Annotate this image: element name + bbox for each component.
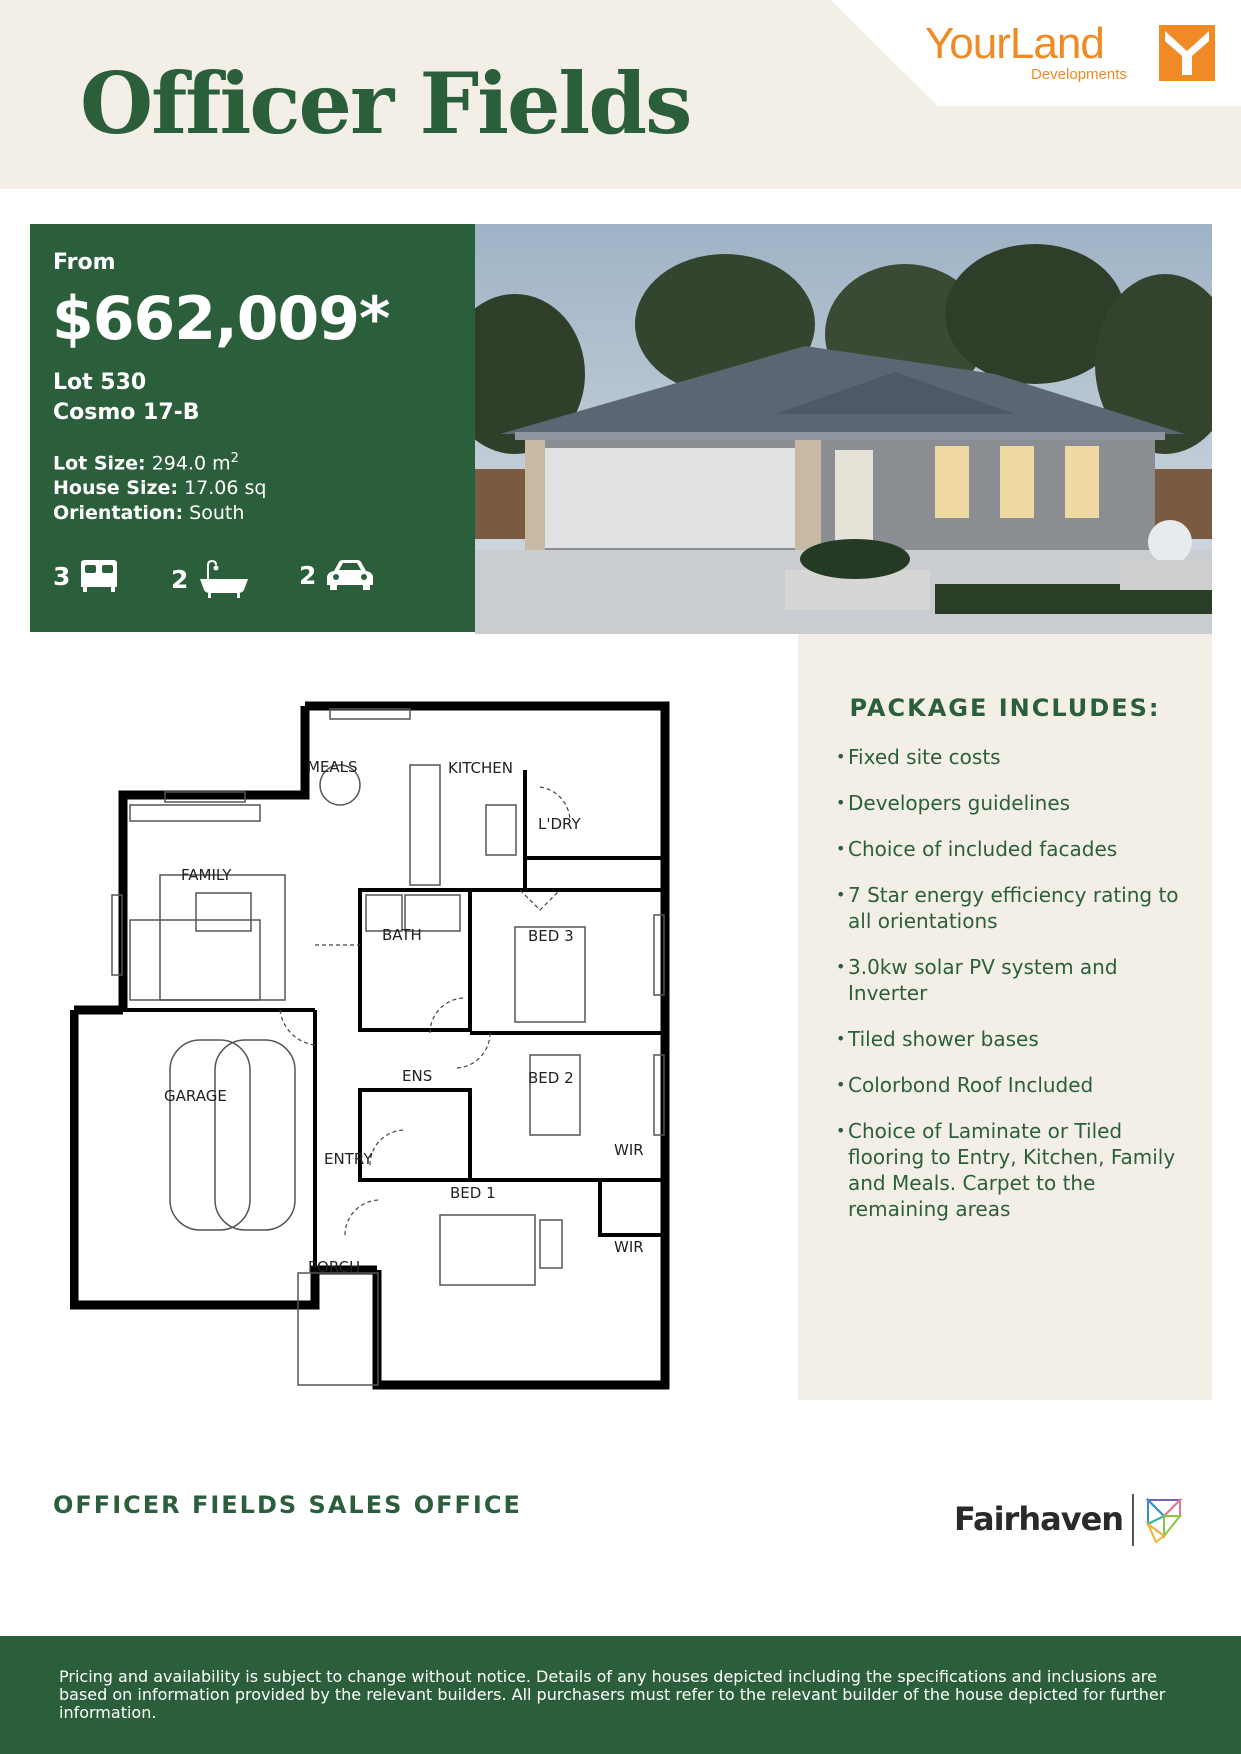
room-meals: MEALS <box>307 758 358 776</box>
room-porch: PORCH <box>308 1258 361 1276</box>
footer-band <box>0 1636 1241 1754</box>
lot-size-value: 294.0 m <box>151 452 231 475</box>
orientation-value: South <box>189 502 245 525</box>
from-label: From <box>53 250 116 275</box>
package-item: • Fixed site costs <box>836 744 1191 770</box>
house-model: Cosmo 17-B <box>53 400 200 425</box>
lot-size-unit-sup: 2 <box>230 451 239 466</box>
room-family: FAMILY <box>181 866 232 884</box>
lot-number: Lot 530 <box>53 370 147 395</box>
lot-size-label: Lot Size: <box>53 452 146 475</box>
package-heading: PACKAGE INCLUDES: <box>849 694 1161 722</box>
fairhaven-logo-mark-icon <box>1144 1496 1184 1544</box>
car-icon <box>326 559 374 591</box>
room-ens: ENS <box>402 1067 433 1085</box>
house-size-row <box>53 476 266 501</box>
car-spaces-count: 2 <box>299 560 317 590</box>
room-bed2: BED 2 <box>528 1069 574 1087</box>
brand-name: YourLand <box>925 19 1104 68</box>
room-entry: ENTRY <box>324 1150 373 1168</box>
package-list <box>836 744 1191 1242</box>
lot-size-row <box>53 446 266 476</box>
room-wir-1: WIR <box>614 1141 644 1159</box>
room-wir-2: WIR <box>614 1238 644 1256</box>
header-band <box>0 0 1241 189</box>
price-panel <box>30 224 475 632</box>
bedrooms-count: 3 <box>53 561 71 591</box>
fairhaven-logo[interactable] <box>954 1492 1184 1550</box>
room-kitchen: KITCHEN <box>448 759 513 777</box>
package-item: • Colorbond Roof Included <box>836 1072 1191 1098</box>
yourland-logo-mark-icon <box>1159 25 1215 81</box>
package-item: • Tiled shower bases <box>836 1026 1191 1052</box>
sales-office-heading: OFFICER FIELDS SALES OFFICE <box>53 1491 522 1519</box>
house-size-label: House Size: <box>53 477 179 500</box>
package-item: • 7 Star energy efficiency rating to all orientations <box>836 882 1191 934</box>
bathrooms-count: 2 <box>171 564 189 594</box>
package-item: • 3.0kw solar PV system and Inverter <box>836 954 1191 1006</box>
bed-icon <box>80 559 118 593</box>
bathrooms-feature <box>171 559 250 599</box>
hero-section <box>30 224 1212 634</box>
room-bath: BATH <box>382 926 422 944</box>
bedrooms-feature <box>53 559 118 593</box>
package-item: • Developers guidelines <box>836 790 1191 816</box>
house-size-value: 17.06 sq <box>184 477 267 500</box>
house-facade-photo <box>475 224 1212 634</box>
car-spaces-feature <box>299 559 374 591</box>
logo-divider <box>1132 1494 1134 1546</box>
brand-sub: Developments <box>1031 66 1127 83</box>
floor-plan <box>70 695 690 1395</box>
package-item: • Choice of Laminate or Tiled flooring to Entry, Kitchen, Family and Meals. Carpet to the remaining areas <box>836 1118 1191 1222</box>
orientation-label: Orientation: <box>53 502 184 525</box>
specs-list <box>53 446 266 526</box>
room-bed3: BED 3 <box>528 927 574 945</box>
package-includes-panel <box>798 634 1212 1400</box>
room-garage: GARAGE <box>164 1087 227 1105</box>
package-item: • Choice of included facades <box>836 836 1191 862</box>
bath-icon <box>198 559 250 599</box>
price: $662,009* <box>52 284 390 354</box>
disclaimer-text: Pricing and availability is subject to change without notice. Details of any houses depicted including the specifications and inclusions are based on information provided by the relevant builders. All purchasers must refer to the relevant builder of the house depicted for further information. <box>59 1667 1166 1722</box>
orientation-row <box>53 501 266 526</box>
yourland-logo[interactable] <box>925 19 1215 83</box>
page-title: Officer Fields <box>80 54 691 153</box>
room-laundry: L'DRY <box>538 815 581 833</box>
fairhaven-name: Fairhaven <box>954 1500 1124 1538</box>
room-bed1: BED 1 <box>450 1184 496 1202</box>
